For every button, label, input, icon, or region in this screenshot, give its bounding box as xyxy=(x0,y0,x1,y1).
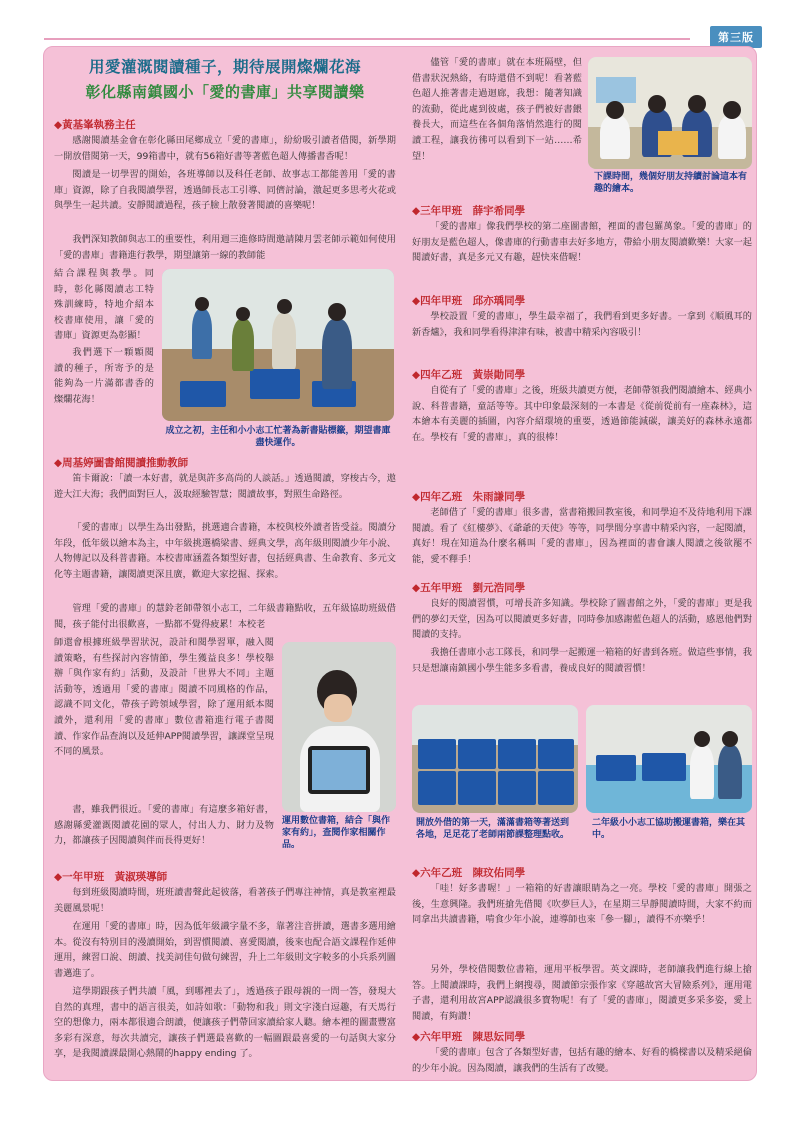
foundation-p4: 結合課程與教學。同時，彰化縣閱讀志工特殊訓練時，特地介紹本校書庫使用，讓「愛的書庫」資源更為彰顯！ xyxy=(54,268,154,342)
top-divider xyxy=(44,38,690,40)
section-head-librarian: ◆周基婷圖書館閱讀推動教師 xyxy=(54,457,189,469)
section-head-s4b2: ◆四年乙班 朱雨謙同學 xyxy=(412,491,526,503)
grade1-p3: 這學期跟孩子們共讀「風，到哪裡去了」，透過孩子跟母親的一問一答，發現大自然的真理，書中的語言很美，如詩如歌：「動物和我」則文字淺白逗趣，有天馬行空的想像力，兩本都很適合朗讀，便讓孩子們帶回家讀給家人聽。繪本裡的圖畫豐富多彩有深意，每次共讀完，讓孩子們選最喜歡的一幅圖跟最喜愛的一句話與大家分享，是我閱讀課最開心熱鬧的happy ending 了。 xyxy=(54,986,396,1060)
caption-photo3: 下課時間，幾個好朋友持續討論這本有趣的繪本。 xyxy=(594,172,748,194)
section-head-s3a: ◆三年甲班 薛宇希同學 xyxy=(412,205,526,217)
caption-photo5: 二年級小小志工協助搬運書箱，樂在其中。 xyxy=(592,818,746,840)
section-head-foundation: ◆黃基峯執務主任 xyxy=(54,119,136,131)
grade1-p2: 在運用「愛的書庫」時，因為低年級識字量不多，靠著注音拼讀，選書多選用繪本。從沒有特別目的漫讀開始，到習慣閱讀、喜愛閱讀，後來也配合語文課程作延伸運用，練習口說、朗讀、找美詞佳句做句練習，升上二年級則文字較多的小兵系列圖書邁進了。 xyxy=(54,921,396,979)
foundation-p5: 我們選下一顆顆閱讀的種子，所寄予的是能夠為一片滿都書香的燦爛花海！ xyxy=(54,347,154,405)
s3a-p1: 「愛的書庫」像我們學校的第二座圖書館，裡面的書包羅萬象。「愛的書庫」的好朋友是藍色超人，像書庫的行動書車去好多地方，帶給小朋友閱讀歡樂！大家一起閱讀好書，真是多元又有趣，趕快來借喔！ xyxy=(412,221,752,264)
s6b-p2: 另外，學校借閱數位書箱，運用平板學習。英文課時，老師讓我們進行線上搶答。上閱讀課時，我們上網搜尋，閱讀節宗張作家《穿越故宮大冒險系列》，運用電子書，還利用故宮APP認識很多寶物呢！有了「愛的書庫」，閱讀更多采多姿，愛上閱讀，有夠讚！ xyxy=(412,964,752,1022)
s6a-p1: 「愛的書庫」包含了各類型好書，包括有趣的繪本、好看的橋樑書以及精采絕倫的少年小說。因為閱讀，讓我們的生活有了改變。 xyxy=(412,1047,752,1074)
librarian-p3: 管理「愛的書庫」的慧鈴老師帶領小志工，二年級書籍點收，五年級協助班級借閱，孩子能付出很歡喜，一點都不覺得疲累！本校老 xyxy=(54,603,396,630)
caption-photo2: 運用數位書箱，結合「與作家有約」，查閱作家相關作品。 xyxy=(282,816,391,850)
s5a-p2: 我擔任書庫小志工隊長，和同學一起搬運一箱箱的好書到各班。做這些事情，我只是想讓南鎮國小學生能多多看書，養成良好的閱讀習慣！ xyxy=(412,647,752,674)
foundation-p2: 閱讀是一切學習的開始，各班導師以及科任老師、故事志工都能善用「愛的書庫」資源，除了自我閱讀學習，透過師長志工引導、同儕討論，激起更多思考火花或與學生一起共讀。安靜閱讀過程，孩子臉上散發著閱讀的喜樂呢！ xyxy=(54,169,396,212)
photo-volunteers-carrying xyxy=(586,705,752,813)
section-head-s6a: ◆六年甲班 陳思妘同學 xyxy=(412,1031,526,1043)
foundation-p3: 我們深知教師與志工的重要性，利用週三進修時間邀請陳月雲老師示範如何使用「愛的書庫」書籍進行教學，期望讓第一線的教師能 xyxy=(54,234,396,261)
photo-kids-reading-picturebook xyxy=(588,57,752,169)
librarian-p5: 書，雖我們很近。「愛的書庫」有這麼多箱好書，感謝縣愛灌溉閱讀花園的眾人，付出人力、財力及物力，都讓孩子因閱讀與伴而長得更好！ xyxy=(54,804,274,847)
s6b-p1: 「哇！好多書喔！」一箱箱的好書讓眼睛為之一亮。學校「愛的書庫」開張之後，生意興隆。我們班搶先借閱《吹夢巨人》，在星期三早靜閱讀時間，大家不約而同拿出共讀書籍，啃食少年小說，連導師也來「參一腳」，讀得不亦樂乎！ xyxy=(412,883,752,926)
headline: 用愛灌溉閱讀種子，期待展開燦爛花海 xyxy=(88,57,361,76)
subheadline: 彰化縣南鎮國小「愛的書庫」共享閱讀樂 xyxy=(85,83,365,101)
librarian-p1: 笛卡爾說：「讀一本好書，就是與許多高尚的人談話。」透過閱讀，穿梭古今，遨遊大江大海；我們面對巨人，汲取經驗智慧；閱讀故事，對照生命路徑。 xyxy=(54,473,396,500)
section-head-s4b1: ◆四年乙班 黃崇勛同學 xyxy=(412,369,526,381)
photo-book-boxes xyxy=(412,705,578,813)
librarian-p2: 「愛的書庫」以學生為出發點，挑選適合書籍，本校與校外讀者皆受益。閱讀分年段，低年級以繪本為主，中年級挑選橋梁書、經典文學，高年級則閱讀少年小說、人物傳記以及科普書籍。本校書庫涵蓋各類型好書，包括經典書、生命教育、多元文化等主題書籍，讓閱讀更深且廣，歡迎大家挖掘、探索。 xyxy=(54,522,396,580)
section-head-grade1: ◆一年甲班 黃淑瑛導師 xyxy=(54,871,168,883)
section-head-s5a: ◆五年甲班 劉元浩同學 xyxy=(412,582,526,594)
librarian-p4: 師還會根據班級學習狀況，設計和閱學習單，融入閱讀策略，有些探討內容情節，學生獲益良多！學校舉辦「與作家有約」活動，及設計「世界大不同」主題活動等，透過用「愛的書庫」閱讀不同風格的作品，認識不同文化，帶孩子跨領域學習，除了運用紙本閱讀外，還利用「愛的書庫」數位書箱進行電子書閱讀、作家作品查詢以及延伸APP閱讀學習，讓課堂呈現不同的風景。 xyxy=(54,637,274,758)
caption-photo4: 開放外借的第一天，滿滿書箱等著送到各地，足足花了老師兩節課整理點收。 xyxy=(416,818,570,840)
photo-volunteers-labeling xyxy=(162,269,394,421)
s4b2-p1: 老師借了「愛的書庫」很多書，當書箱搬回教室後，和同學迫不及待地利用下課閱讀。看了《紅樓夢》、《爺爺的天使》等等，同學間分享書中精采內容，一起閱讀，真好！現在知道為什麼名稱叫「愛的書庫」，因為裡面的書會讓人閱讀之後欲罷不能，愛不釋手！ xyxy=(412,507,752,565)
section-head-s4a: ◆四年甲班 邱亦瑀同學 xyxy=(412,295,526,307)
intro-right-p1: 儘管「愛的書庫」就在本班隔壁，但借書狀況熱絡，有時還借不到呢！看著藍色超人推著書走過迴廊，我想：隨著知識的流動，從此處到彼處，孩子們被好書餵養長大，而這些在各個角落悄然進行的閱讀工程，讓我彷彿可以看到下一站……希望！ xyxy=(412,57,582,162)
foundation-p1: 感謝閱讀基金會在彰化縣田尾鄉成立「愛的書庫」，紛紛吸引讀者借閱，新學期一開放借閱第一天，99箱書中，就有56箱好書等著藍色超人傳播書香呢！ xyxy=(54,135,396,162)
grade1-p1: 每到班級閱讀時間，班班讀書聲此起彼落，看著孩子們專注神情，真是教室裡最美麗風景呢！ xyxy=(54,887,396,914)
caption-photo1: 成立之初，主任和小小志工忙著為新書貼標籤，期望書庫盡快運作。 xyxy=(165,426,391,448)
photo-tablet-reading xyxy=(282,642,396,812)
s4a-p1: 學校設置「愛的書庫」，學生最幸福了，我們看到更多好書。一拿到《順風耳的新香爐》，我和同學看得津津有味，被書中精采內容吸引！ xyxy=(412,311,752,338)
page-tag: 第三版 xyxy=(710,26,762,48)
s5a-p1: 良好的閱讀習慣，可增長許多知識。學校除了圖書館之外，「愛的書庫」更是我們的夢幻天堂，因為可以閱讀更多好書，同時參加感謝藍色超人的活動，感恩他們對閱讀的支持。 xyxy=(412,598,752,641)
s4b1-p1: 自從有了「愛的書庫」之後，班級共讀更方便，老師帶領我們閱讀繪本、經典小說、科普書籍，童話等等。其中印象最深刻的一本書是《從前從前有一座森林》，這本繪本有美麗的插圖，內容介紹環境的重要，透過節能減碳，讓美好的森林永遠都在。學校有「愛的書庫」，真的很棒！ xyxy=(412,385,752,443)
section-head-s6b: ◆六年乙班 陳玟佑同學 xyxy=(412,867,526,879)
newsletter-frame xyxy=(43,46,757,1081)
